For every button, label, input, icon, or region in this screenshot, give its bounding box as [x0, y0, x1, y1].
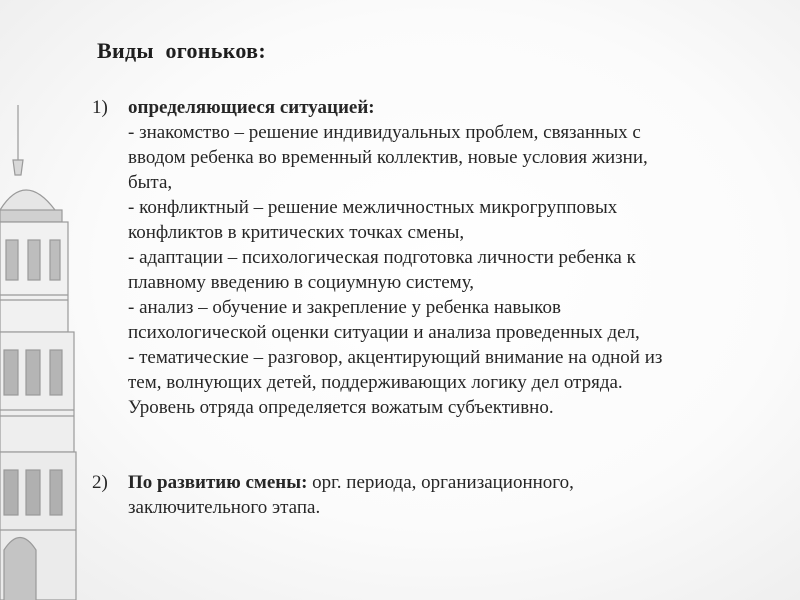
text-line: заключительного этапа. — [128, 497, 321, 518]
item-body — [128, 470, 778, 520]
text-line: психологической оценки ситуации и анализа проведенных дел, — [128, 322, 640, 343]
text-line: - адаптации – психологическая подготовка личности ребенка к — [128, 247, 636, 268]
text-line: вводом ребенка во временный коллектив, новые условия жизни, — [128, 147, 648, 168]
building-illustration — [0, 100, 80, 600]
text-line: - знакомство – решение индивидуальных проблем, связанных с — [128, 122, 641, 143]
text-line-first — [128, 470, 778, 495]
item-lead-rest: орг. периода, организационного, — [307, 472, 574, 493]
text-line: тем, волнующих детей, поддерживающих логику дел отряда. — [128, 372, 623, 393]
slide-title: Виды огоньков: — [97, 38, 266, 63]
text-line: - тематические – разговор, акцентирующий внимание на одной из — [128, 347, 663, 368]
item-body — [128, 95, 778, 420]
item-number: 2) — [92, 472, 108, 493]
item-lead: определяющиеся ситуацией: — [128, 97, 375, 118]
item-lead: По развитию смены: — [128, 472, 308, 493]
text-line: быта, — [128, 172, 173, 193]
text-line: плавному введению в социумную систему, — [128, 272, 475, 293]
item-number: 1) — [92, 97, 108, 118]
text-line: - конфликтный – решение межличностных микрогрупповых — [128, 197, 618, 218]
text-line: конфликтов в критических точках смены, — [128, 222, 465, 243]
text-line: Уровень отряда определяется вожатым субъективно. — [128, 397, 554, 418]
text-line: - анализ – обучение и закрепление у ребенка навыков — [128, 297, 561, 318]
